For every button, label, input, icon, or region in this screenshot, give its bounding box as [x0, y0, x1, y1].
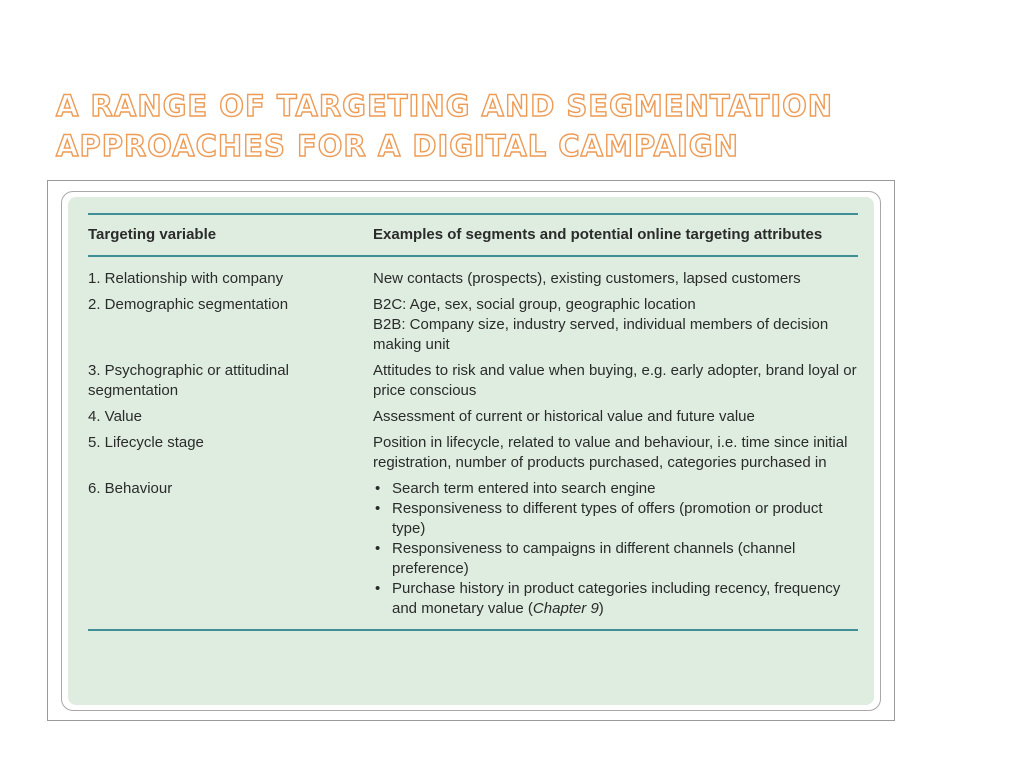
bullet-text: Search term entered into search engine [392, 480, 656, 497]
targeting-table [88, 213, 858, 631]
list-item [373, 499, 858, 539]
slide-title [56, 86, 956, 166]
slide-title-line-1: A RANGE OF TARGETING AND SEGMENTATION [56, 89, 834, 123]
table-row [88, 361, 858, 407]
header-examples: Examples of segments and potential online targeting attributes [373, 214, 858, 256]
row-examples: Assessment of current or historical value and future value [373, 408, 755, 425]
row-variable: 6. Behaviour [88, 479, 373, 630]
chapter-reference-close: ) [598, 600, 604, 617]
row-examples [373, 479, 858, 630]
row-variable: 4. Value [88, 408, 142, 425]
bullet-icon: • [375, 480, 381, 497]
table-panel [61, 191, 881, 711]
row-examples: New contacts (prospects), existing customers, lapsed customers [373, 270, 801, 287]
bullet-icon: • [375, 500, 381, 517]
header-targeting-variable: Targeting variable [88, 214, 373, 256]
table-panel-background [68, 197, 874, 705]
bullet-text: Responsiveness to different types of offers (promotion or product type) [392, 500, 823, 537]
table-row [88, 479, 858, 630]
list-item [373, 579, 858, 619]
bullet-icon: • [375, 580, 381, 597]
behaviour-bullet-list [373, 479, 858, 619]
row-variable: 2. Demographic segmentation [88, 296, 289, 313]
table-row [88, 407, 858, 433]
row-examples: Position in lifecycle, related to value and behaviour, i.e. time since initial registration, number of products purchased, categories purchased in [373, 434, 848, 471]
table-row [88, 256, 858, 295]
row-examples [373, 295, 858, 361]
row-variable: 5. Lifecycle stage [88, 434, 204, 451]
list-item [373, 539, 858, 579]
row-example-line-b2c: B2C: Age, sex, social group, geographic location [373, 296, 696, 313]
row-example-line-b2b: B2B: Company size, industry served, individual members of decision making unit [373, 316, 829, 353]
bullet-text: Purchase history in product categories including recency, frequency and monetary value ( [392, 580, 841, 617]
slide-title-line-2: APPROACHES FOR A DIGITAL CAMPAIGN [56, 129, 739, 163]
bullet-icon: • [375, 540, 381, 557]
table-header-row [88, 214, 858, 256]
row-variable: 1. Relationship with company [88, 270, 284, 287]
row-examples: Attitudes to risk and value when buying, e.g. early adopter, brand loyal or price conscious [373, 362, 857, 399]
figure-frame [47, 180, 895, 721]
bullet-text: Responsiveness to campaigns in different channels (channel preference) [392, 540, 796, 577]
table-row [88, 295, 858, 361]
list-item [373, 479, 858, 499]
table-row [88, 433, 858, 479]
row-variable: 3. Psychographic or attitudinal segmentation [88, 362, 289, 399]
chapter-reference: Chapter 9 [532, 600, 599, 617]
